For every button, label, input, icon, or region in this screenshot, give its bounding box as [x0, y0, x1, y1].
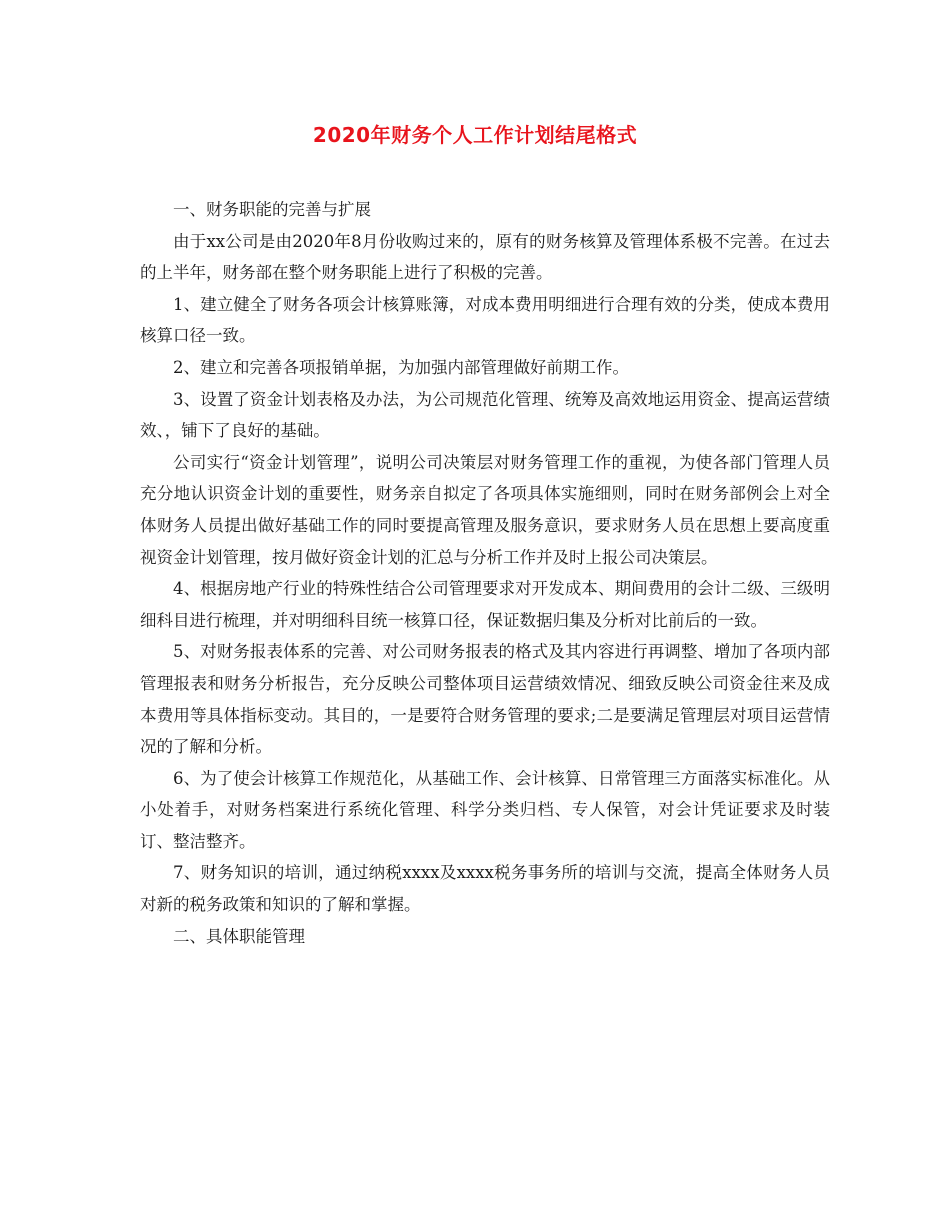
- document-title: 2020年财务个人工作计划结尾格式: [312, 123, 638, 147]
- paragraph-item-5: 5、对财务报表体系的完善、对公司财务报表的格式及其内容进行再调整、增加了各项内部管理报表和财务分析报告，充分反映公司整体项目运营绩效情况、细致反映公司资金往来及成本费用等具体指标变动。其目的，一是要符合财务管理的要求;二是要满足管理层对项目运营情况的了解和分析。: [140, 642, 830, 757]
- section-heading-2: 二、具体职能管理: [173, 926, 305, 946]
- paragraph-item-1: 1、建立健全了财务各项会计核算账簿，对成本费用明细进行合理有效的分类，使成本费用核算口径一致。: [140, 294, 830, 346]
- paragraph-item-6: 6、为了使会计核算工作规范化，从基础工作、会计核算、日常管理三方面落实标准化。从小处着手，对财务档案进行系统化管理、科学分类归档、专人保管，对会计凭证要求及时装订、整洁整齐。: [140, 768, 830, 851]
- document-body: [140, 194, 830, 952]
- paragraph-item-2: 2、建立和完善各项报销单据，为加强内部管理做好前期工作。: [173, 357, 629, 377]
- paragraph-item-3: 3、设置了资金计划表格及办法，为公司规范化管理、统筹及高效地运用资金、提高运营绩效、，铺下了良好的基础。: [140, 389, 830, 441]
- paragraph-item-7: 7、财务知识的培训，通过纳税xxxx及xxxx税务事务所的培训与交流，提高全体财务人员对新的税务政策和知识的了解和掌握。: [140, 863, 830, 915]
- paragraph-capital-plan: 公司实行“资金计划管理”，说明公司决策层对财务管理工作的重视，为使各部门管理人员充分地认识资金计划的重要性，财务亲自拟定了各项具体实施细则，同时在财务部例会上对全体财务人员提出做好基础工作的同时要提高管理及服务意识，要求财务人员在思想上要高度重视资金计划管理，按月做好资金计划的汇总与分析工作并及时上报公司决策层。: [140, 452, 830, 567]
- paragraph-intro: 由于xx公司是由2020年8月份收购过来的，原有的财务核算及管理体系极不完善。在过去的上半年，财务部在整个财务职能上进行了积极的完善。: [140, 231, 830, 283]
- paragraph-item-4: 4、根据房地产行业的特殊性结合公司管理要求对开发成本、期间费用的会计二级、三级明细科目进行梳理，并对明细科目统一核算口径，保证数据归集及分析对比前后的一致。: [140, 579, 830, 630]
- section-heading-1: 一、财务职能的完善与扩展: [173, 200, 371, 219]
